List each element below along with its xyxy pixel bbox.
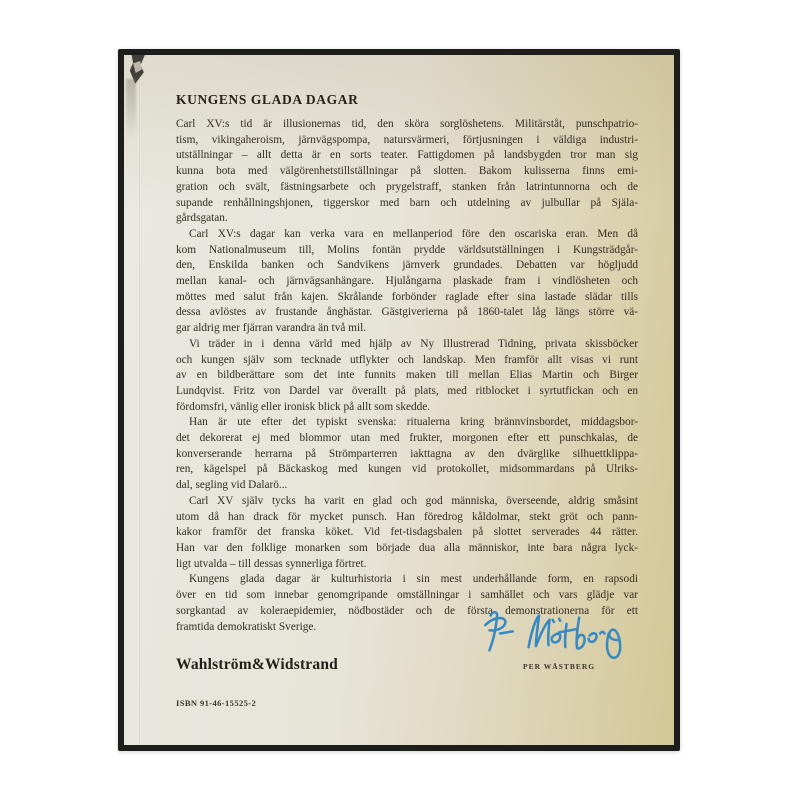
text-line: framtida demokratiskt Sverige. <box>176 620 317 633</box>
text-line: dal, segling vid Dalarö... <box>176 479 288 492</box>
text-line: fördomsfri, vänlig eller ironisk blick på allt som skedde. <box>176 400 431 413</box>
text-line: utom då han drack för mycket punsch. Han föredrog kåldolmar, stekt gröt och pann- <box>176 510 638 523</box>
text-line: Carl XV:s tid är illusionernas tid, den sköra sorglöshetens. Militärståt, punschpatrio- <box>176 118 638 130</box>
isbn: ISBN 91-46-15525-2 <box>176 698 257 708</box>
text-line: av en bildberättare som det inte funnits maken till mellan Elias Martin och Birger <box>176 369 638 382</box>
text-line: gar aldrig mer fjärran varandra än två mil. <box>176 322 367 335</box>
text-line: och kungen själv som tecknade utflykter och landskap. Men framför allt visas vi runt <box>176 353 638 366</box>
text-line: Carl XV själv tycks ha varit en glad och god människa, överseende, aldrig småsint <box>189 494 638 507</box>
text-line: kakor framför det franska köket. Vid fet-tisdagsbalen på slottet serverades 44 rätter. <box>176 526 638 539</box>
author-signature <box>472 605 642 663</box>
text-line: tism, vikingaheroism, järnvägspompa, natursvärmeri, förtjusningen i väldiga industri- <box>176 133 638 146</box>
text-line: över en tid som innebar genomgripande omställningar i samhället och vars glädje var <box>176 589 638 602</box>
text-line: Carl XV:s dagar kan verka vara en mellanperiod före den oscariska eran. Men då <box>189 227 638 240</box>
text-line: Han var den folklige monarken som började dua alla människor, inte bara några lyck- <box>176 541 638 554</box>
text-line: gration och svält, fästningsarbete och prygelstraff, stanken från latrintunnorna och de <box>176 180 638 193</box>
text-line: Kungens glada dagar är kulturhistoria i sin mest underhållande form, en rapsodi <box>189 573 638 586</box>
text-line: supande renhållningshjonen, tiggerskor med barn och utdelning av julbullar på Själa- <box>176 196 638 209</box>
jacket-wear-streak <box>126 79 136 149</box>
jacket-fold-crease <box>138 55 140 745</box>
text-line: mellan kanal- och järnvägsanhängare. Hjulångarna plaskade fram i vindlösheten och <box>176 275 638 288</box>
blurb-text <box>176 117 638 635</box>
text-line: kom Nationalmuseum till, Molins fontän prydde världsutställningen i Kungsträdgår- <box>176 243 638 256</box>
paragraph <box>176 117 638 227</box>
text-line: möttes med salut från kajen. Skrålande forbönder raglade efter sina lastade slädar tills <box>176 290 638 303</box>
paragraph <box>176 415 638 494</box>
dust-jacket <box>124 55 674 745</box>
cover-title: KUNGENS GLADA DAGAR <box>176 92 359 107</box>
paragraph <box>176 494 638 573</box>
text-line: Vi träder in i denna värld med hjälp av Ny Illustrerad Tidning, privata skissböcker <box>189 337 638 350</box>
text-line: dessa avlöstes av frustande ånghästar. Gästgiverierna på 1860-talet låg längs större vä- <box>176 306 638 319</box>
publisher-name: Wahlström&Widstrand <box>176 656 338 673</box>
text-line: konverserande herrarna på Strömparterren iakttagna av den dvärglike silhuettklippa- <box>176 447 638 460</box>
text-line: ligt utvalda – till dessas synnerliga förtret. <box>176 557 367 570</box>
book-back-cover <box>118 49 680 751</box>
text-line: gårdsgatan. <box>176 212 228 225</box>
text-line: sorgkantad av koleraepidemier, nödbostäder och de första demonstrationerna för ett <box>176 604 638 617</box>
text-line: kunna bota med välgörenhetstillställningar på slotten. Bakom kulisserna finns emi- <box>176 165 638 178</box>
paragraph <box>176 227 638 337</box>
paragraph <box>176 337 638 416</box>
signature-caption: PER WÄSTBERG <box>523 662 596 671</box>
text-line: Lundqvist. Fritz von Dardel var överallt på plats, med ritblocket i syrtutfickan och en <box>176 384 638 397</box>
text-line: ren, kägelspel på Bäckaskog med kungen vid protokollet, midsommardans på Ulriks- <box>176 463 638 476</box>
text-line: Han är ute efter det typiskt svenska: ritualerna kring brännvinsbordet, middagsbor- <box>189 416 638 429</box>
text-line: utställningar – allt detta är en sorts teater. Fattigdomen på landsbygden tror man sig <box>176 149 638 162</box>
text-line: det dekorerat ej med blommor utan med frukter, morgonen efter ett punschkalas, de <box>176 432 638 445</box>
text-line: den, Enskilda banken och Sandvikens järnverk grundades. Debatten var högljudd <box>176 259 638 272</box>
